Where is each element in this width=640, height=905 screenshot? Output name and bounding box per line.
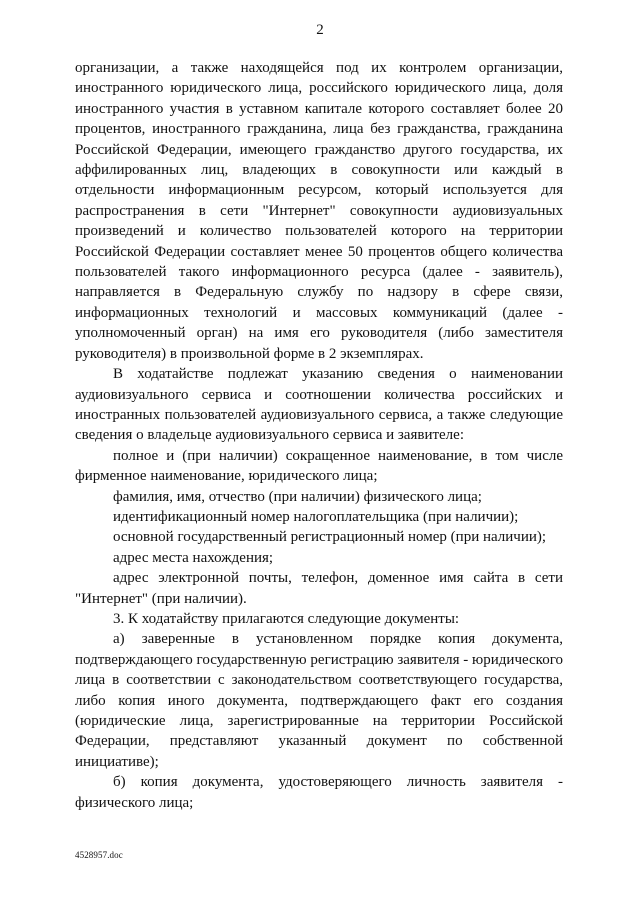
paragraph-tax-id: идентификационный номер налогоплательщика (при наличии); — [113, 508, 519, 525]
paragraph-documents-heading: 3. К ходатайству прилагаются следующие документы: — [113, 610, 460, 627]
paragraph-item-a: а) заверенные в установленном порядке копия документа, подтверждающего государственную регистрацию заявителя - юридического лица в соответствии с законодательством соответствующего государства, либо копия иного документа, подтверждающего факт его создания (юридические лица, зарегистрированные на территории Российской Федерации, представляют указанный документ по собственной инициативе); — [75, 631, 563, 770]
paragraph-petition-details: В ходатайстве подлежат указанию сведения о наименовании аудиовизуального сервиса и соотношении количества российских и иностранных пользователей аудиовизуального сервиса, а также следующие сведения о владельце аудиовизуального сервиса и заявителе: — [75, 366, 563, 444]
paragraph-address: адрес места нахождения; — [113, 549, 274, 566]
paragraph-organization-definition: организации, а также находящейся под их контролем организации, иностранного юридического лица, российского юридического лица, доля иностранного участия в уставном капитале которого составляет более 20 процентов, иностранного гражданина, лица без гражданства, гражданина Российской Федерации, имеющего гражданство другого государства, их аффилированных лиц, владеющих в совокупности или каждый в отдельности информационным ресурсом, который используется для распространения в сети "Интернет" совокупности аудиовизуальных произведений и количество пользователей которого на территории Российской Федерации составляет менее 50 процентов общего количества пользователей такого информационного ресурса (далее - заявитель), направляется в Федеральную службу по надзору в сфере связи, информационных технологий и массовых коммуникаций (далее - уполномоченный орган) на имя его руководителя (либо заместителя руководителя) в произвольной форме в 2 экземплярах. — [75, 60, 563, 362]
paragraph-registration-number: основной государственный регистрационный номер (при наличии); — [113, 529, 547, 546]
document-body — [75, 58, 563, 813]
footer-filename: 4528957.doc — [75, 850, 123, 860]
paragraph-full-name: полное и (при наличии) сокращенное наименование, в том числе фирменное наименование, юридического лица; — [75, 447, 563, 485]
paragraph-item-b: б) копия документа, удостоверяющего личность заявителя - физического лица; — [75, 774, 563, 811]
page-number: 2 — [316, 22, 324, 38]
paragraph-contacts: адрес электронной почты, телефон, доменное имя сайта в сети "Интернет" (при наличии). — [75, 570, 563, 607]
paragraph-person-name: фамилия, имя, отчество (при наличии) физического лица; — [113, 488, 482, 505]
